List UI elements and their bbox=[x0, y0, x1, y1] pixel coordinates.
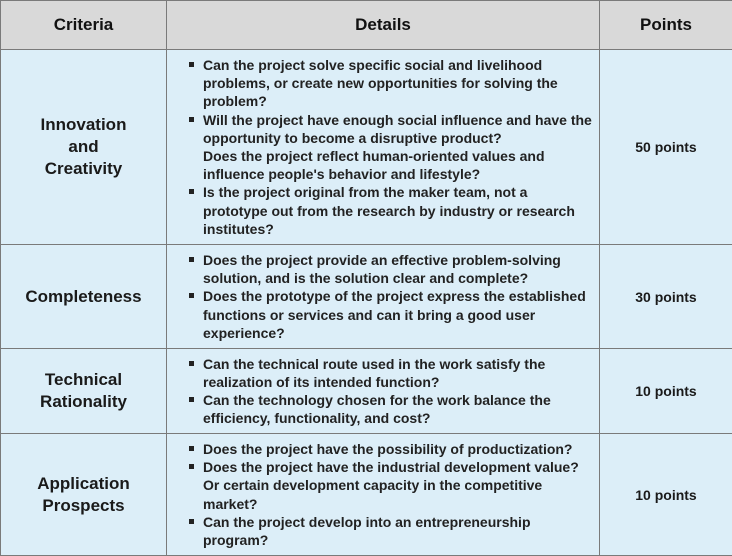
list-item: Does the project reflect human-oriented values and influence people's behavior and lifestyle? bbox=[203, 147, 593, 183]
list-item: Will the project have enough social influence and have the opportunity to become a disruptive product? bbox=[203, 111, 593, 147]
table-row bbox=[1, 245, 732, 349]
criteria-cell: Innovation and Creativity bbox=[1, 50, 167, 245]
list-item: Can the technical route used in the work satisfy the realization of its intended function? bbox=[203, 355, 593, 391]
criteria-cell: Technical Rationality bbox=[1, 349, 167, 434]
points-cell: 30 points bbox=[600, 245, 732, 349]
details-list bbox=[203, 251, 593, 342]
list-item: Can the project solve specific social and livelihood problems, or create new opportunities for solving the problem? bbox=[203, 56, 593, 111]
points-cell: 50 points bbox=[600, 50, 732, 245]
details-list bbox=[203, 56, 593, 238]
list-item: Does the prototype of the project express the established functions or services and can it bring a good user experience? bbox=[203, 287, 593, 342]
criteria-cell: Application Prospects bbox=[1, 434, 167, 556]
list-item: Does the project provide an effective problem-solving solution, and is the solution clear and complete? bbox=[203, 251, 593, 287]
header-points: Points bbox=[600, 1, 732, 50]
list-item: Does the project have the industrial development value? Or certain development capacity in the competitive market? bbox=[203, 458, 593, 513]
table-row bbox=[1, 349, 732, 434]
details-list bbox=[203, 355, 593, 428]
details-list bbox=[203, 440, 593, 549]
header-row bbox=[1, 1, 732, 50]
details-cell bbox=[167, 349, 600, 434]
criteria-cell: Completeness bbox=[1, 245, 167, 349]
details-cell bbox=[167, 50, 600, 245]
table-row bbox=[1, 434, 732, 556]
header-criteria: Criteria bbox=[1, 1, 167, 50]
list-item: Can the technology chosen for the work balance the efficiency, functionality, and cost? bbox=[203, 391, 593, 427]
table-row bbox=[1, 50, 732, 245]
points-cell: 10 points bbox=[600, 349, 732, 434]
list-item: Can the project develop into an entrepreneurship program? bbox=[203, 513, 593, 549]
details-cell bbox=[167, 434, 600, 556]
points-cell: 10 points bbox=[600, 434, 732, 556]
details-cell bbox=[167, 245, 600, 349]
list-item: Is the project original from the maker team, not a prototype out from the research by industry or research institutes? bbox=[203, 183, 593, 238]
list-item: Does the project have the possibility of productization? bbox=[203, 440, 593, 458]
header-details: Details bbox=[167, 1, 600, 50]
